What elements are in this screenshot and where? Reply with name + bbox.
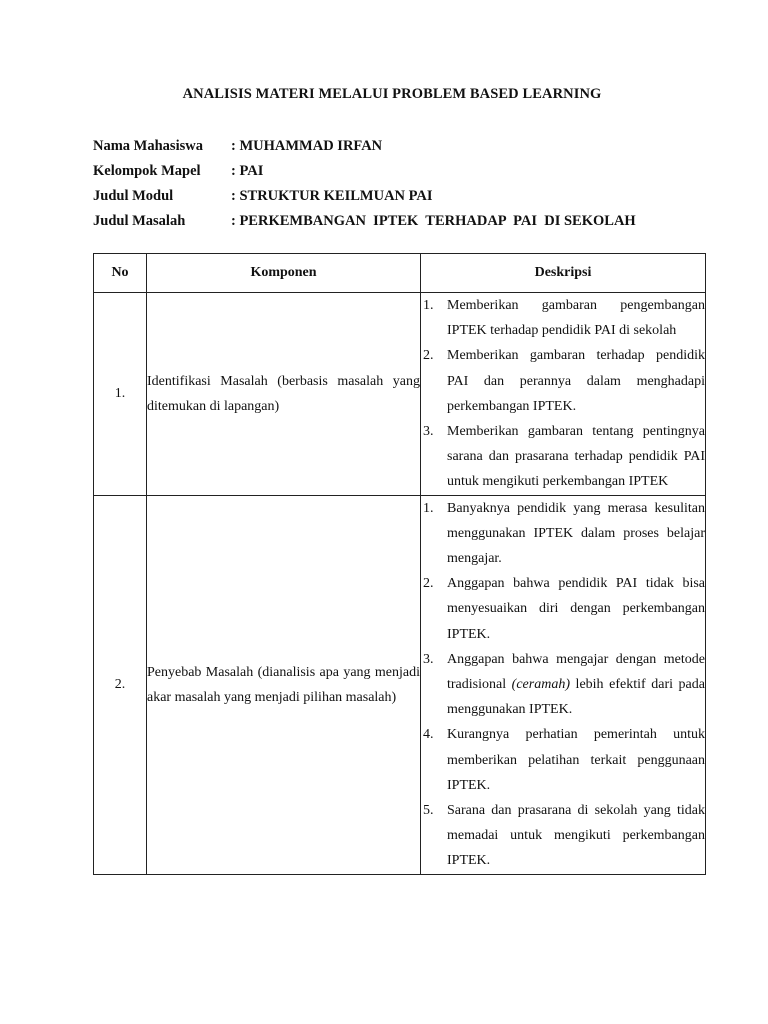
- list-item: [421, 293, 705, 343]
- list-text: Kurangnya perhatian pemerintah untuk memberikan pelatihan terkait penggunaan IPTEK.: [447, 727, 705, 793]
- info-value: : STRUKTUR KEILMUAN PAI: [231, 188, 433, 204]
- list-number: 2.: [423, 348, 434, 364]
- list-text-part: lebih efektif dari pada menggunakan IPTEK.: [447, 677, 705, 718]
- deskripsi-list: [421, 293, 705, 495]
- list-item: [421, 419, 705, 495]
- list-text: Memberikan gambaran terhadap pendidik PAI dan perannya dalam menghadapi perkembangan IPTEK.: [447, 348, 705, 414]
- list-number: 1.: [423, 298, 434, 313]
- list-text: Anggapan bahwa pendidik PAI tidak bisa menyesuaikan diri dengan perkembangan IPTEK.: [447, 576, 705, 642]
- list-number: 5.: [423, 803, 434, 819]
- info-label: Judul Masalah: [93, 213, 186, 229]
- list-text: Sarana dan prasarana di sekolah yang tidak memadai untuk mengikuti perkembangan IPTEK.: [447, 803, 705, 869]
- list-item: [421, 722, 705, 798]
- list-number: 3.: [423, 651, 434, 667]
- list-text: Memberikan gambaran pengembangan IPTEK terhadap pendidik PAI di sekolah: [447, 298, 705, 339]
- list-item: [421, 343, 705, 419]
- list-item: [421, 647, 705, 723]
- list-number: 2.: [423, 576, 434, 592]
- row-number: 2.: [94, 495, 147, 874]
- header-no: No: [94, 254, 147, 293]
- row-deskripsi: [421, 495, 706, 874]
- deskripsi-list: [421, 496, 705, 874]
- student-info: [93, 137, 713, 237]
- table-header-row: [94, 254, 706, 293]
- info-label: Judul Modul: [93, 188, 174, 204]
- info-row-modul: [93, 187, 713, 212]
- list-item: [421, 798, 705, 874]
- list-number: 1.: [423, 500, 434, 516]
- row-deskripsi: [421, 293, 706, 496]
- table-row: [94, 293, 706, 496]
- list-text-part: Anggapan bahwa mengajar dengan metode tradisional: [447, 651, 705, 693]
- row-komponen: Penyebab Masalah (dianalisis apa yang menjadi akar masalah yang menjadi pilihan masalah): [147, 495, 421, 874]
- info-row-kelompok: [93, 162, 713, 187]
- list-item: [421, 571, 705, 647]
- info-label: Nama Mahasiswa: [93, 138, 203, 154]
- info-value: : PAI: [231, 163, 264, 179]
- list-number: 3.: [423, 424, 434, 440]
- list-text: [447, 647, 705, 723]
- list-text-emphasis: (ceramah): [511, 677, 570, 693]
- info-label: Kelompok Mapel: [93, 163, 201, 179]
- info-value: : MUHAMMAD IRFAN: [231, 138, 383, 154]
- table-row: [94, 495, 706, 874]
- document-title: ANALISIS MATERI MELALUI PROBLEM BASED LEARNING: [182, 86, 602, 102]
- list-text: Memberikan gambaran tentang pentingnya sarana dan prasarana terhadap pendidik PAI untuk mengikuti perkembangan IPTEK: [447, 424, 705, 490]
- row-komponen: Identifikasi Masalah (berbasis masalah yang ditemukan di lapangan): [147, 293, 421, 496]
- header-deskripsi: Deskripsi: [421, 254, 706, 293]
- list-number: 4.: [423, 727, 434, 743]
- info-value: : PERKEMBANGAN IPTEK TERHADAP PAI DI SEKOLAH: [231, 213, 636, 229]
- header-komponen: Komponen: [147, 254, 421, 293]
- row-number: 1.: [94, 293, 147, 496]
- list-item: [421, 496, 705, 572]
- info-row-masalah: [93, 212, 713, 237]
- list-text: Banyaknya pendidik yang merasa kesulitan menggunakan IPTEK dalam proses belajar mengajar.: [447, 500, 705, 567]
- info-row-nama: [93, 137, 713, 162]
- analysis-table: [93, 253, 706, 875]
